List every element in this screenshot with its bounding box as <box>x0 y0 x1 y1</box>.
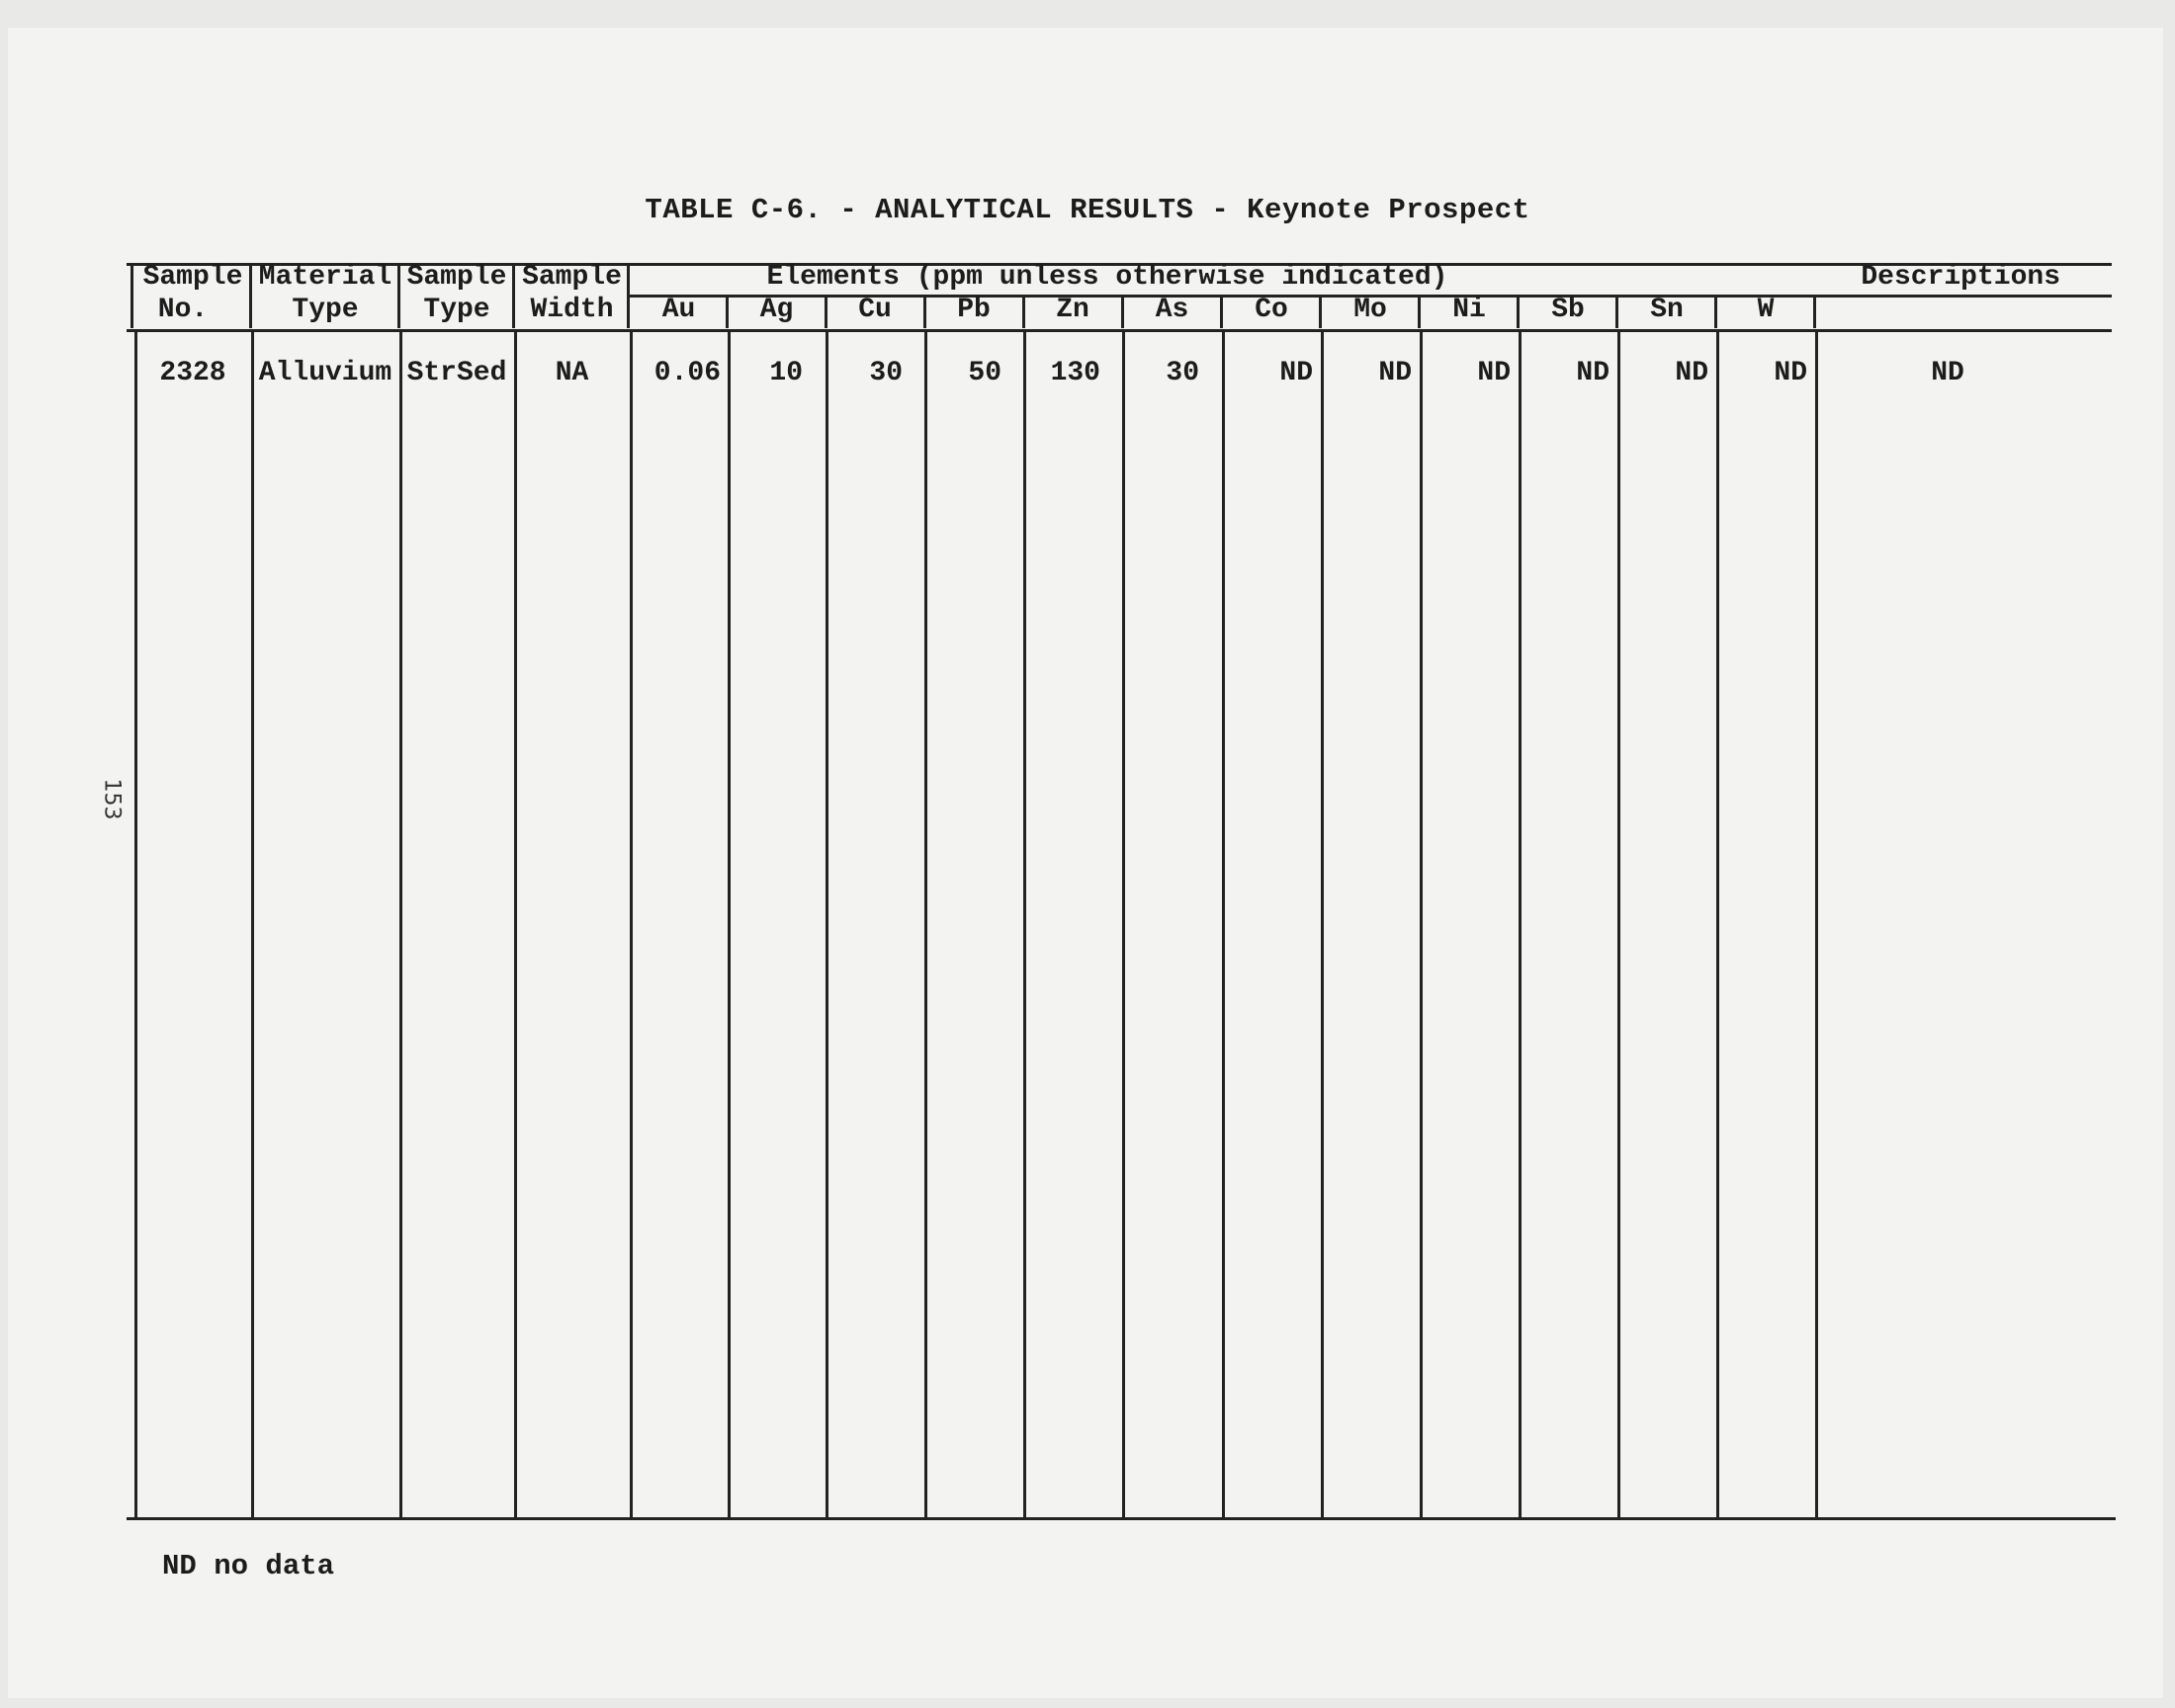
column-line <box>1122 332 1125 1518</box>
column-line <box>1815 332 1818 1518</box>
cell-mo: ND <box>1378 358 1412 388</box>
header-material-type-line1: Material <box>258 262 392 293</box>
cell-zn: 130 <box>1050 358 1100 388</box>
column-line <box>251 332 254 1518</box>
column-line <box>1617 332 1620 1518</box>
cell-ni: ND <box>1477 358 1511 388</box>
header-descriptions: Descriptions <box>1861 262 2060 293</box>
table-title: TABLE C-6. - ANALYTICAL RESULTS - Keynote Prospect <box>645 194 1530 226</box>
header-element-au: Au <box>661 295 696 325</box>
header-divider <box>130 263 133 328</box>
header-element-w: W <box>1757 295 1775 325</box>
footnote: ND no data <box>162 1550 335 1582</box>
header-element-co: Co <box>1255 295 1288 325</box>
header-sample-type-line2: Type <box>423 295 490 325</box>
header-sample-width-line2: Width <box>530 295 614 325</box>
margin-handwritten-number: 153 <box>99 778 125 820</box>
column-line <box>134 332 137 1518</box>
cell-description: ND <box>1931 358 1964 388</box>
cell-sn: ND <box>1675 358 1708 388</box>
header-sample-width-line1: Sample <box>522 262 622 293</box>
cell-w: ND <box>1774 358 1807 388</box>
cell-pb: 50 <box>968 358 1001 388</box>
header-element-sn: Sn <box>1650 295 1684 325</box>
column-line <box>399 332 402 1518</box>
header-element-cu: Cu <box>858 295 892 325</box>
header-elements-group: Elements (ppm unless otherwise indicated) <box>766 262 1448 293</box>
column-line <box>1321 332 1324 1518</box>
column-line <box>514 332 517 1518</box>
cell-sample-no: 2328 <box>159 358 226 388</box>
header-element-pb: Pb <box>957 295 991 325</box>
column-line <box>1222 332 1225 1518</box>
cell-co: ND <box>1279 358 1313 388</box>
cell-au: 0.06 <box>653 358 721 388</box>
header-material-type-line2: Type <box>292 295 359 325</box>
cell-sample-type: StrSed <box>406 358 507 388</box>
header-bottom-rule <box>127 329 2112 332</box>
header-sample-no-line1: Sample <box>142 262 243 293</box>
column-line <box>826 332 828 1518</box>
column-line <box>1023 332 1026 1518</box>
header-element-ni: Ni <box>1452 295 1486 325</box>
column-line <box>728 332 731 1518</box>
header-sample-type-line1: Sample <box>406 262 507 293</box>
header-sample-no-line2: No. <box>157 295 209 325</box>
header-element-ag: Ag <box>759 295 794 325</box>
column-line <box>630 332 633 1518</box>
header-element-as: As <box>1155 295 1189 325</box>
cell-sb: ND <box>1576 358 1610 388</box>
header-element-mo: Mo <box>1353 295 1387 325</box>
cell-material-type: Alluvium <box>258 358 392 388</box>
column-line <box>1716 332 1719 1518</box>
cell-cu: 30 <box>869 358 903 388</box>
header-element-zn: Zn <box>1056 295 1089 325</box>
cell-ag: 10 <box>769 358 803 388</box>
column-line <box>1519 332 1522 1518</box>
cell-sample-width: NA <box>555 358 589 388</box>
column-line <box>924 332 927 1518</box>
header-element-sb: Sb <box>1551 295 1585 325</box>
cell-as: 30 <box>1166 358 1199 388</box>
column-line <box>1420 332 1423 1518</box>
